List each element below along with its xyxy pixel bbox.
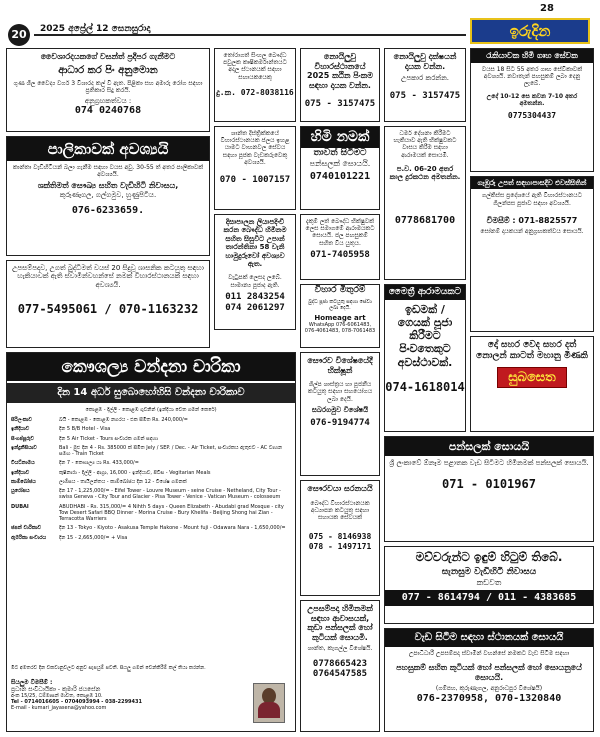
ad-title: දිසාපාලන ලියාපදිංචි කරන බෞද්ධ හිමිනම සහිත සිසුවිට උපාන් තාරන්තිනා 58 වැනි හාමුදුරුවෝ අවශ්‍යව ඇත.: [223, 218, 287, 268]
ad-almsgiving-request: [470, 176, 594, 332]
ad-body: ශාන්ත, කැගල්ල විශේෂයි.: [307, 645, 373, 653]
ad-phone-primary: 075 - 8146938: [308, 532, 372, 542]
ad-phone-secondary: 078 - 1497171: [308, 541, 372, 551]
ad-body: ඉඩමක් / ගෙයක් පූජා කිරීමට පිංවතෙකුට අවස්ථාවක්.: [397, 302, 453, 369]
tour-row: [11, 504, 291, 523]
ad-phone: 074 0240768: [74, 105, 142, 117]
agent-photo: [253, 683, 285, 723]
tour-contact: [11, 679, 211, 711]
ad-pilgrimage-tour: [6, 352, 296, 732]
tour-row: [11, 426, 291, 432]
ad-dharma-preacher: [384, 126, 466, 280]
tour-row-details: දින 7 - කෞශල්‍ය යා Rs. 433,000/=: [59, 460, 139, 467]
ad-contact-label: අනුග්‍රහකත්වය :: [84, 96, 132, 105]
ad-title: මව්වරුන්ට ඉඳුම් හිටුම් තිබේ.: [415, 550, 563, 564]
ad-phone: 077-5495061 / 070-1163232: [17, 302, 199, 317]
ad-elders-home: [384, 546, 594, 624]
tour-row-destination: වියට්නාමය: [11, 460, 35, 467]
tour-row-details: බයි - කොළඹ - කොළඹ නගරය - එක සීමිත Rs. 240,000/=: [59, 417, 188, 423]
ad-phone: 076-6233659.: [71, 205, 145, 217]
tour-email: E-mail - kumari_jayasena@yahoo.com: [11, 705, 107, 712]
issue-date: 2025 අප්‍රේල් 12 සෙනසුරාදා: [40, 24, 151, 34]
ad-phone: 075 - 3157475: [389, 90, 461, 101]
ad-phone: 077 - 8614794 / 011 - 4383685: [385, 590, 593, 606]
ad-place-to-stay: [384, 628, 594, 732]
ad-phone: 0778681700: [394, 214, 456, 226]
tour-row-details: ABUDHABI - Rs. 315,000/= 4 Nihth 5 days - Queen Elizabeth - Abudabi grad Mosque - city Tow Desert Safari BBQ Dinner - Morina Cruise - Bury Khelifa - Beijing Shong hai Zian - Terracotta Warriers: [59, 503, 284, 522]
ad-title: උපසම්පදා හිමිනමක් සඳහා ආවාසයක්, කුඩා පන්සලක් හෝ කුටියක් සොයමි.: [307, 604, 373, 642]
newspaper-logo: ඉරුදින: [470, 18, 590, 44]
ad-temple-search: [384, 436, 594, 542]
ad-body: වයස 18 සිට 55 අතර ගෘහ සේවිකාවක් අවශ්‍යයි. නවාතැන් පහසුකම් ලබා දෙනු ලැබේ.: [481, 65, 583, 87]
ad-subtitle: සැනසුම වැඩිහිටි නිවාසය: [441, 567, 537, 578]
ad-body: උපකාර කරන්න.: [400, 74, 450, 83]
ad-phone-secondary: 074 2061297: [225, 302, 285, 313]
tour-row: [11, 535, 291, 541]
tour-headline: දින 14 අර්ධ සුබොහෝහිසි වන්දනා චාරිකාව: [7, 383, 295, 403]
ad-body: වැටුපක් ලෙසද ලබේ. සාමාන්‍ය පූජාද ඇති.: [228, 274, 282, 289]
tour-itinerary: [11, 417, 291, 544]
ad-title: මෛත්‍රී ආරාමයකට: [385, 285, 465, 300]
tour-row-details: දින 5 Air Ticket - Tours සංචාරක ගමන් සඳහා: [59, 435, 158, 442]
ad-address: කුරුණෑගල, ගල්ගමුව, හුණුපිටිය.: [59, 190, 157, 199]
ad-place: කඩවත: [476, 578, 502, 588]
ad-title: නොයිලුවු විහාරස්ථානයේ 2025 කඨින පිංකම සඳහා දායක වන්න.: [307, 52, 373, 90]
ad-body: ගල්කිස්ස ප්‍රදේශයේ ඇති විහාරස්ථානයට ගිලන්පස පූජාව සඳහා අවශ්‍යයි.: [481, 192, 583, 207]
ad-phone: 0740101221: [309, 171, 371, 183]
ad-subtitle: ආධාර කර පිං අනුමොන: [58, 64, 158, 76]
ad-domestic-worker: [470, 48, 594, 172]
ad-body: උපසම්පදාව, උගත් බුද්ධිමත් වයස් 20 සිදුවූ ශාසනික කටයුතු සඳහා හැකියාවක් ඇති ස්වාමීන්වහන්සේ නමක් විහාරස්ථානයක් සඳහා අවශ්‍යයි.: [12, 264, 204, 289]
ad-body: උපාධිධාරී උපසම්පදා ස්වාමීන් වහන්සේ නමකට වැඩ සිටීම සඳහා: [408, 650, 570, 657]
ad-notice-temple: [214, 214, 296, 330]
page-number-badge: 20: [8, 24, 30, 46]
ad-title: දෝ සහර වෙද සහර දත් නොලන් කාටත් මහානු මිණකි: [476, 340, 588, 361]
ad-brand: Homeage art: [314, 313, 366, 322]
ad-title: නොයිලුවු දක්ෂයන් දායක වන්න.: [393, 52, 457, 71]
ad-body: ශාන්ත දිස්ත්‍රික්කයේ විහාරස්ථානයක ජලය ඉහළ යාමට වාහනවල සේවය සඳහා පූජක වැඩකරුවෙකු අවශ්‍යයි.: [220, 130, 290, 166]
ad-body: කාන්තා වැඩිහිටියන් බලා ගැනීම සඳහා වයස අවු. 30-55 ත් අතර පාලිකාවක් අවශ්‍යයි.: [12, 164, 204, 179]
tour-row-destination: කාම්බෝජය: [11, 478, 36, 485]
ad-title: විහාර මිතුරම්: [314, 285, 366, 295]
tour-row: [11, 460, 291, 466]
ad-title: පන්සලක් සොයයි: [385, 437, 593, 456]
tour-row-destination: සිංගප්පූරුව: [11, 435, 34, 442]
ad-caregiver-wanted: [6, 136, 210, 256]
ad-body: බුද්ධ පූජා කටයුතු සඳහා සේවා ලබා දෙයි.: [308, 298, 372, 311]
ad-title: සෞරවයා සරනයයි: [307, 484, 373, 493]
ad-place: ශක්තිමත් සෞඛ්‍ය සහිත වැඩිහිටි නිවාසය,: [37, 181, 179, 191]
ad-title: වැඩ සිටීම සඳහා ස්ථානයක් සොයයි: [385, 629, 593, 647]
tour-row-details: ලාඕසය - තායිලන්තය - කාම්බෝජය දින 12 - විශේෂ ගමනක්: [59, 478, 187, 485]
ad-body: බෞද්ධ විහාරස්ථානයක අධ්‍යාපන කටයුතු සඳහා සහායක සේවයක්: [310, 499, 370, 521]
ad-hours: උදේ 10-12 සෙ කවන 7-10 අතර අමතන්න.: [486, 93, 578, 108]
ad-body: තෝරාගත් සිංහල බෞද්ධ පවුලක කෘෂිකර්මාන්තයට අදාල ස්ථානයක් සඳහා සහායකයෙකු: [223, 52, 287, 81]
ad-monk-services: [300, 352, 380, 476]
tour-row-destination: යුරෝපය: [11, 488, 30, 494]
ad-phone: 076-2370958, 070-1320840: [416, 692, 562, 704]
ad-phone: 076-4061483, 078-7061483: [304, 328, 376, 335]
page-header: [0, 0, 600, 46]
tour-row: [11, 436, 291, 442]
ad-phone: 076-9194774: [310, 418, 370, 429]
tour-row-details: දින 5 B/B Hotel - Visa: [59, 426, 111, 433]
ad-monk-seeks-residence: [300, 600, 380, 732]
header-rule: [34, 34, 466, 36]
ad-body: ධර්ම දේශනා කිරීමට හැකියාව ඇති භික්ෂුවකට වාසය කිරීම සඳහා ආරාමයක් සොයමි.: [393, 130, 457, 159]
ad-phone-primary: 011 2843254: [225, 291, 285, 302]
ad-phone: 074-1618014: [385, 379, 465, 394]
tour-row-destination: ඉන්දියාව: [11, 469, 30, 476]
tour-row-destination: සිරිලංකාව: [11, 417, 33, 423]
tour-row-details: කුෂිනාරා - දිල්ලි - ආග්‍රා, 16,000 - ඉන්දියාව, පිවිස - Vegitarian Meals: [59, 469, 211, 476]
ad-subtitle: තාවත් සිටිමට: [313, 147, 367, 158]
tour-row-destination: ඇමරිකා සංචාරය: [11, 534, 47, 541]
ad-farm-assistant: [214, 48, 296, 122]
ad-monk-seeks-temple: [300, 126, 380, 210]
ad-phone: දු.ක. 072-8038116: [216, 87, 294, 97]
page-number-top: 28: [540, 3, 554, 14]
ad-hours: ප.ව. 06-20 අතර කාල දුරකථන අමතන්න.: [389, 164, 461, 182]
tour-row-details: දින 15 - 2,665,000/= + Visa: [59, 534, 128, 541]
ad-title: හිමි නමක්: [301, 127, 379, 148]
ad-phone: 0775304437: [507, 110, 557, 120]
ad-meditation-center: [384, 284, 466, 432]
ad-footer: සෝනම් දායකයන් අනුග්‍රහකත්වය සොයයි.: [480, 228, 584, 236]
ad-healing-center: [470, 336, 594, 432]
tour-agent: ප්‍රධාන සංවිධායිකා - කුමාරි ජයසේන: [11, 686, 101, 694]
ad-region: (ගම්පහ, කුරුණෑගල, අනුරාධපුර විශේෂයි): [435, 685, 543, 693]
ad-phone-primary: 0778665423: [312, 658, 368, 669]
tour-row: [11, 488, 291, 501]
ad-body: පන්සලක් සොයයි.: [309, 158, 371, 168]
ad-phone-secondary: 0764547585: [312, 669, 368, 680]
tour-row: [11, 445, 291, 458]
ad-body: දැකුම් ලත් බෞද්ධ භික්ෂුවක් ලෙස සමාගමේ ආරාමයකට සොයයි. ජල පහසුකම් සහිත විය යුතුය.: [305, 218, 375, 247]
ad-title: රැකියාවක හිමි ගෘහ සේවක: [471, 49, 593, 63]
ad-title: වෛශාරදයකගේ වසන්ත් ප්‍රදීපර ගැනීමට: [40, 52, 176, 61]
ad-title: ගැඹුරු උපත් සඳහාපාසදීව ළුවස්සිතින්: [471, 177, 593, 189]
tour-phone: Tel - 0714016605 - 0704093994 - 038-2299431: [11, 699, 142, 706]
tour-row: [11, 470, 291, 476]
tour-row: [11, 479, 291, 485]
tour-row-destination: ඉනිදියාව: [11, 426, 30, 433]
tour-row-details: දින 17 - 1,225,000/= - Eifel Tower - Louvre Museum - seine Cruise - Netheland, City Tour - swiss Geneva - City Tour and Glacier - Pisa Tower - Venice - Vatican Museum - colosseum: [59, 488, 281, 501]
subasetha-logo: සුබසෙත: [497, 367, 567, 388]
tour-banner: කෞශල්‍ය වන්දනා චාරිකා: [7, 353, 295, 381]
ad-body: ගුණ ශීල වෛද්‍ය වර්ග 3 විශාරද කල් වී ඇත. පිළිකා සහ අමාරු රෝග සඳහා ප්‍රතිකාර සිදු කරයි.: [13, 79, 203, 94]
ad-whatsapp: WhatsApp 076-6061483,: [308, 322, 372, 329]
tour-address: අංක 15/25, ධම්මාසන් මාවත, කොළඹ 10.: [11, 693, 103, 700]
tour-row: [11, 417, 291, 423]
tour-row-destination: DUBAI: [11, 503, 29, 510]
tour-row: [11, 525, 291, 531]
ad-title: සෞරව විශේෂයේදී භික්ෂූන්: [307, 356, 373, 375]
tour-row-destination: ජපන් චාරිකාව: [11, 525, 42, 532]
tour-row-details: දින 13 - Tokyo - Kiyoto - Asakusa Temple Hakone - Mount fuji - Odawara Nara - 1,650,000/=: [59, 525, 286, 532]
ad-kathina-appeal: [300, 48, 380, 122]
ad-phone: විමසීම් : 071-8825577: [486, 215, 578, 225]
ad-participation-appeal: [384, 48, 466, 122]
ad-vihara-art: [300, 284, 380, 348]
ad-monk-residence: [300, 214, 380, 280]
ad-body: ශ්‍රී ලංකාවේ ඕනෑම පළාතක වැඩ සිටීමට හිමිනමක් පන්සලක් සොයයි.: [389, 459, 589, 468]
ad-body: ශිල්ප ශාස්ත්‍රය හා පූජනීය කටයුතු සඳහා සහයෝගය ලබා දෙයි.: [307, 381, 373, 403]
tour-contact-label: සියලුම විමසීම් :: [11, 679, 53, 686]
tour-row-destination: ඉන්දුනීසියාව: [11, 444, 37, 451]
tour-subhead: කොළඹ - දිල්ලි - කොළඹ ගුවනින් (ඉන්දියා වෙත ගමන් කෙරේ): [85, 407, 217, 413]
ad-contact: සබරගමුව විශේෂයි: [311, 405, 369, 414]
ad-phone: 070 - 1007157: [219, 174, 291, 185]
tour-footer-note: මීට අමතරව දින වකවානුවලට අනුව සැපයුම් පවතී. සියලු ගමන් වෙන්කිරීම් කල් තියා කරන්න.: [11, 665, 206, 671]
ad-temple-helper: [214, 126, 296, 210]
ad-phone: 071 - 0101967: [442, 476, 536, 491]
ad-phone: 071-7405958: [310, 249, 370, 260]
ad-title: පාලිකාවක් අවශ්‍යයි: [7, 137, 209, 161]
ad-monk-wanted: [6, 260, 210, 348]
ad-donation-appeal: [6, 48, 210, 132]
ad-education-assist: [300, 480, 380, 596]
ad-phone: 075 - 3157475: [304, 99, 376, 110]
tour-row-details: Bali - මුළු දින 4 - Rs. 385000 ක් සීමිත Jely / SEP. / Dec. - Air Ticket, සංචාරකය ඇතුළුව - AC වාහන සමඟ - Train Ticket: [59, 444, 283, 457]
ad-highlight: පහසුකම් සහිත කුටියක් හෝ පන්සලක් හෝ සොයනුයේ සොයයි.: [396, 663, 582, 682]
